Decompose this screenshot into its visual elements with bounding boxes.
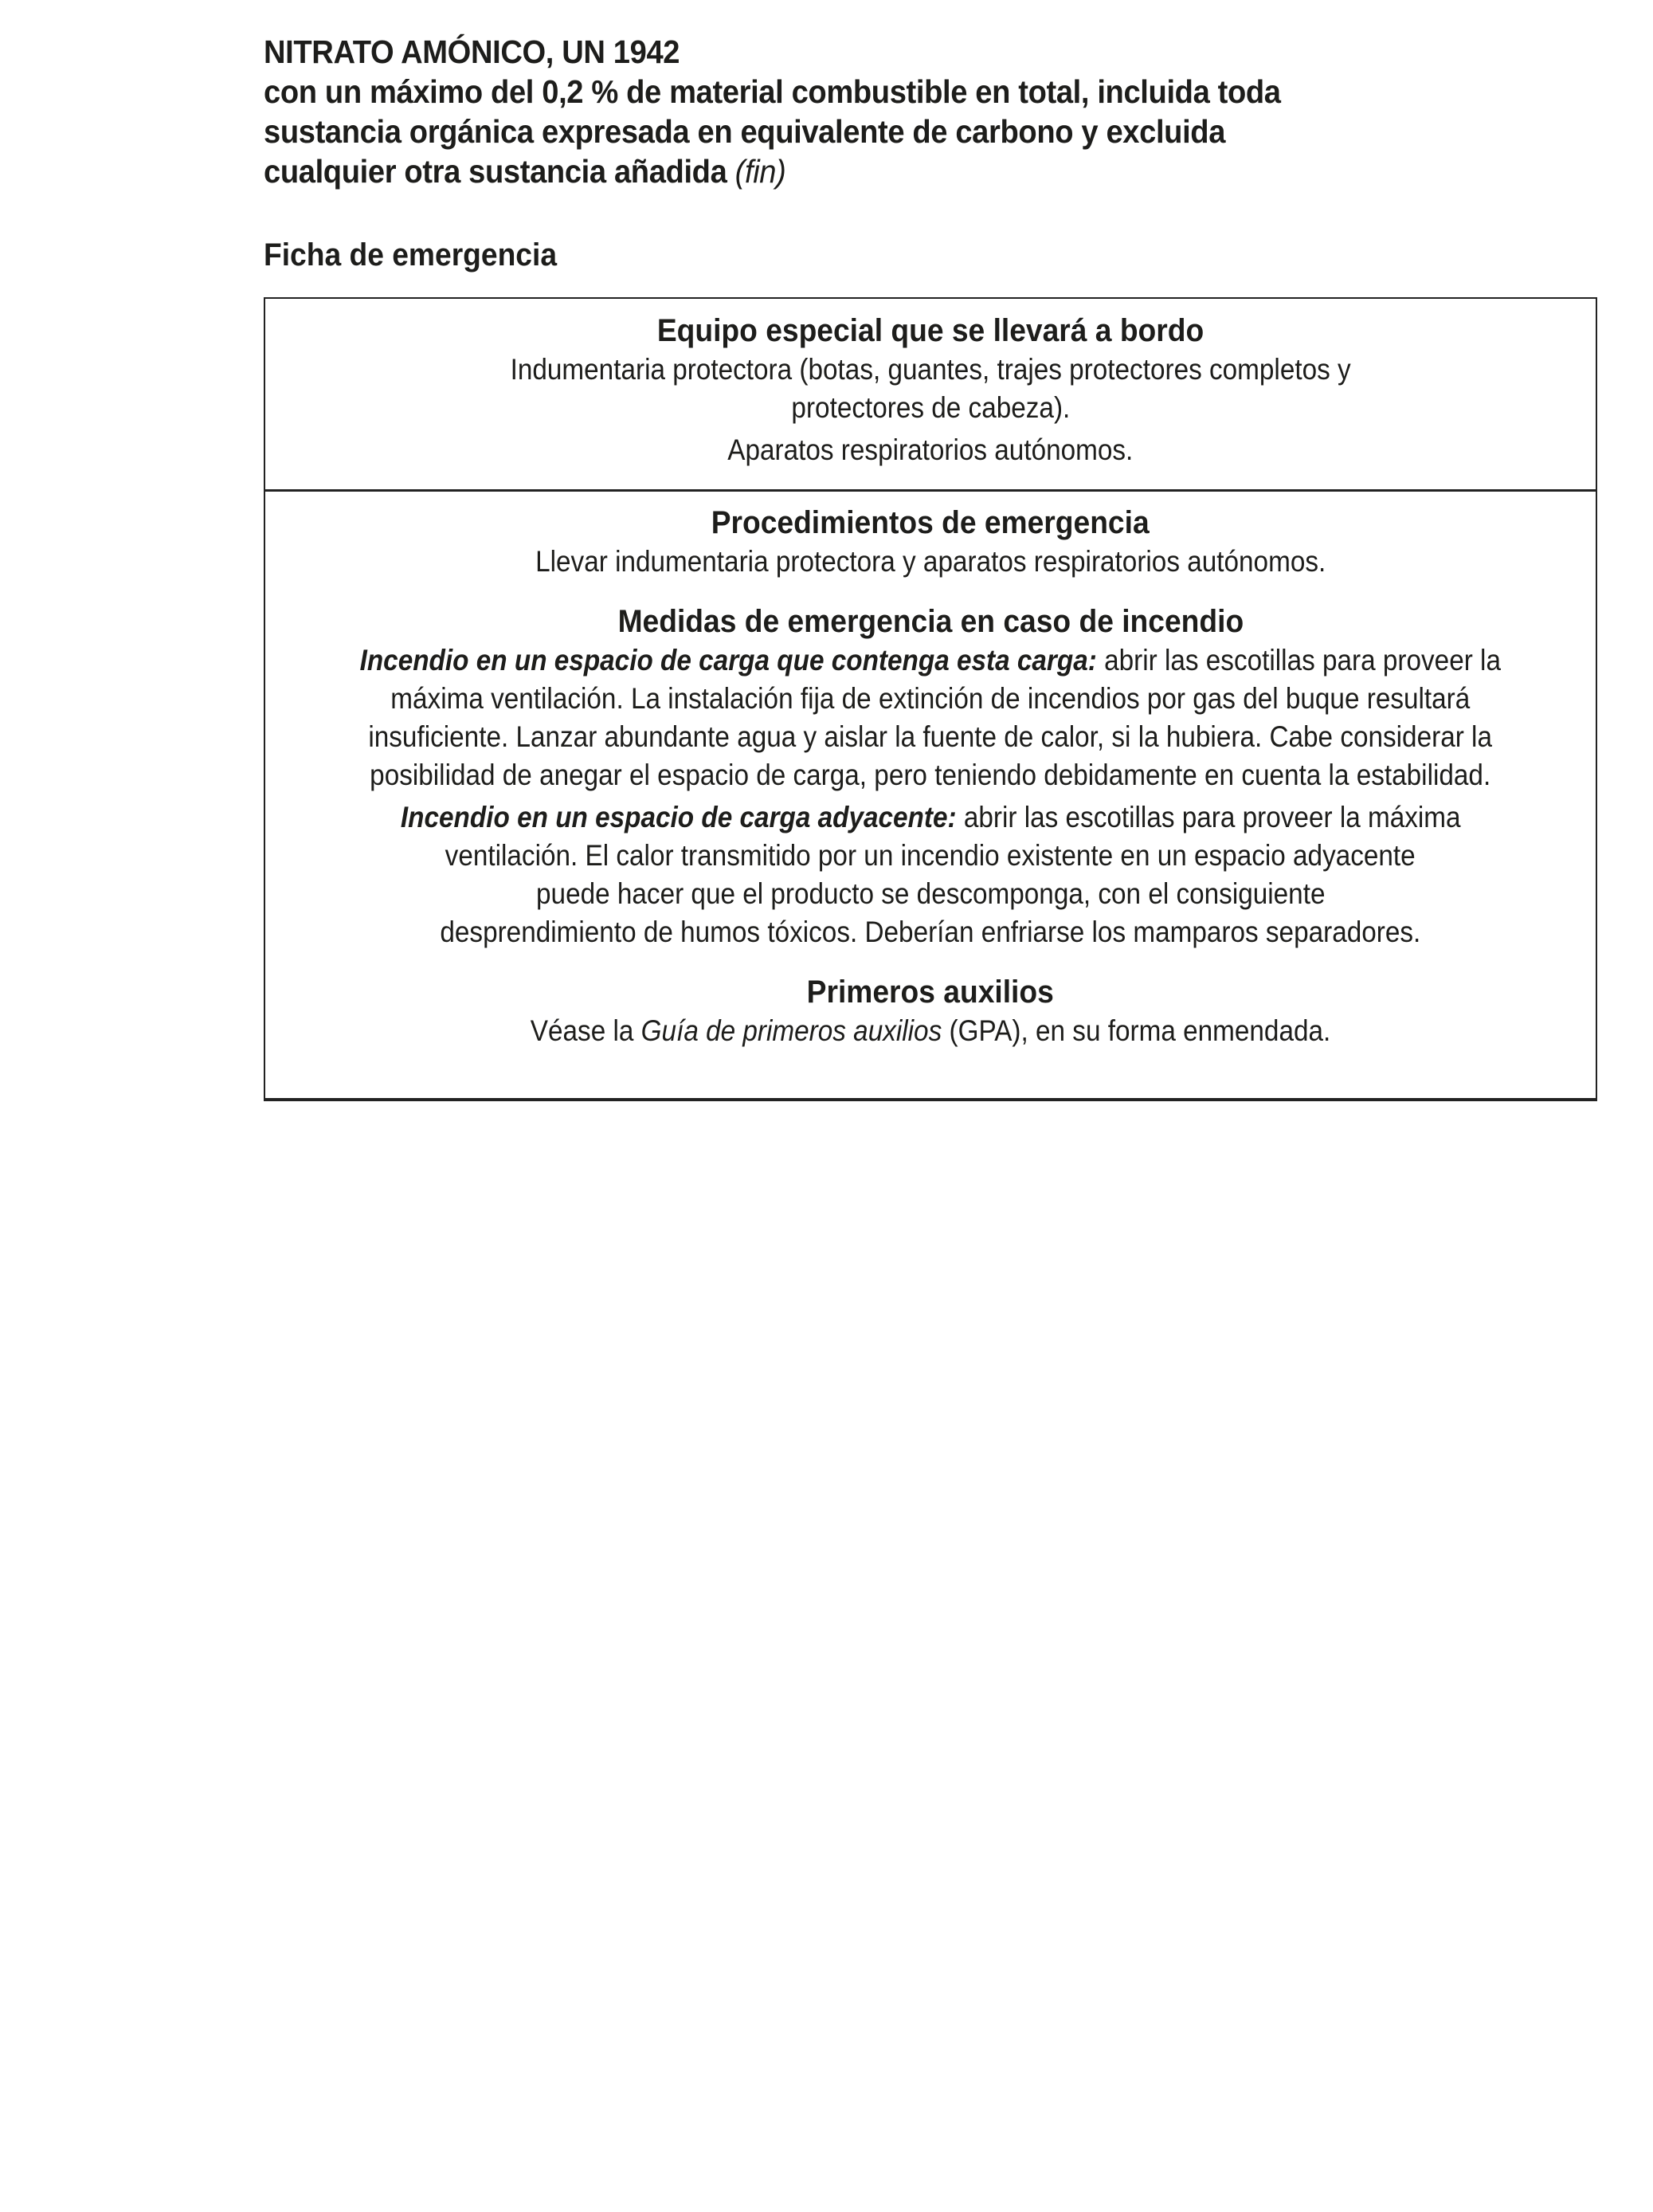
special-equipment-line: Aparatos respiratorios autónomos. xyxy=(727,433,1134,466)
emergency-procedures-heading: Procedimientos de emergencia xyxy=(711,505,1150,540)
fire-paragraph-2-rest: abrir las escotillas para proveer la máxima xyxy=(956,801,1461,833)
title-line-4 xyxy=(264,151,1523,191)
fire-paragraph-1-line: insuficiente. Lanzar abundante agua y aislar la fuente de calor, si la hubiera. Cabe considerar la xyxy=(368,720,1493,753)
fire-paragraph-2-line: puede hacer que el producto se descomponga, con el consiguiente xyxy=(535,877,1326,910)
first-aid-text-after: (GPA), en su forma enmendada. xyxy=(942,1014,1331,1047)
emergency-procedures-text: Llevar indumentaria protectora y aparatos respiratorios autónomos. xyxy=(535,545,1326,578)
fire-paragraph-1-lead: Incendio en un espacio de carga que contenga esta carga: xyxy=(359,644,1098,677)
title-line-2: con un máximo del 0,2 % de material combustible en total, incluida toda xyxy=(264,73,1281,110)
title-line-3: sustancia orgánica expresada en equivalente de carbono y excluida xyxy=(264,113,1226,150)
section-subtitle: Ficha de emergencia xyxy=(264,237,558,273)
first-aid-text xyxy=(531,1012,1330,1050)
first-aid-text-before: Véase la xyxy=(530,1014,641,1047)
fire-paragraph-1-line: posibilidad de anegar el espacio de carga, pero teniendo debidamente en cuenta la estabilidad. xyxy=(370,759,1491,791)
document-title-block xyxy=(264,32,1618,191)
fire-paragraph-1-line-1 xyxy=(360,641,1501,680)
special-equipment-section xyxy=(265,299,1596,492)
title-suffix: (fin) xyxy=(734,153,786,190)
special-equipment-line: Indumentaria protectora (botas, guantes, trajes protectores completos y xyxy=(510,353,1351,386)
first-aid-heading: Primeros auxilios xyxy=(806,975,1055,1010)
emergency-card xyxy=(264,297,1597,1101)
special-equipment-line: protectores de cabeza). xyxy=(791,391,1070,424)
fire-paragraph-2-line: ventilación. El calor transmitido por un incendio existente en un espacio adyacente xyxy=(445,839,1416,872)
fire-paragraph-2-line: desprendimiento de humos tóxicos. Deberían enfriarse los mamparos separadores. xyxy=(440,916,1421,948)
fire-paragraph-1-line: máxima ventilación. La instalación fija de extinción de incendios por gas del buque resultará xyxy=(390,682,1471,715)
procedures-section xyxy=(265,492,1596,1050)
title-line-4-text: cualquier otra sustancia añadida xyxy=(264,153,727,190)
fire-measures-heading: Medidas de emergencia en caso de incendio xyxy=(617,604,1244,639)
fire-paragraph-2-line-1 xyxy=(401,798,1461,837)
title-line-1: NITRATO AMÓNICO, UN 1942 xyxy=(264,33,680,70)
special-equipment-heading: Equipo especial que se llevará a bordo xyxy=(656,313,1204,348)
fire-paragraph-1-rest: abrir las escotillas para proveer la xyxy=(1097,644,1502,677)
first-aid-guide-title: Guía de primeros auxilios xyxy=(640,1014,942,1047)
fire-paragraph-2-lead: Incendio en un espacio de carga adyacente: xyxy=(400,801,957,833)
